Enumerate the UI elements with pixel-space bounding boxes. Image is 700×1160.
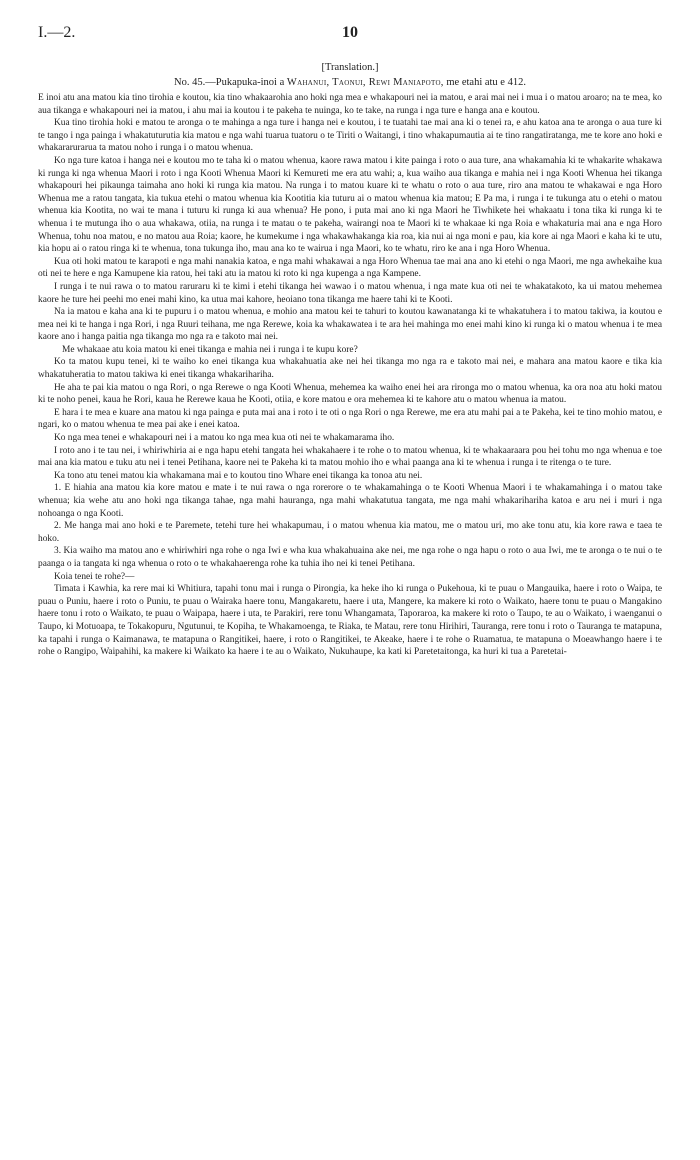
paragraph: Kua tino tirohia hoki e matou te aronga o te mahinga a nga ture i hanga nei e koutou, i te tuatahi tae mai ana ki o tenei ra, e ahu katoa ana te aronga o aua ture ki te tango i nga painga i whakatuturutia kia matou e nga wahi tuarua tuatoru o te Tiriti o Waitangi, i tino whakapumautia ai te tino rangatiratanga, me te kore ano hoki e whakararurarua ta matou noho i runga i o matou whenua. (38, 118, 662, 154)
petition-names: Wahanui, Taonui, Rewi Maniapoto, (286, 77, 444, 88)
paragraph: I roto ano i te tau nei, i whiriwhiria ai e nga hapu etehi tangata hei whakahaere i te rohe o to matou whenua, ki te whakaaraara pou hei tohu mo nga whenua e toe mai ana kia matou e tuku atu nei i tenei Petihana, kaore nei te Pakeha ki ta matou mohio iho e whai paanga ana ki te whenua i runga i te ritenga o te ture. (38, 445, 662, 469)
paragraph: Me whakaae atu koia matou ki enei tikanga e mahia nei i runga i te kupu kore? (62, 344, 358, 355)
paragraph: E hara i te mea e kuare ana matou ki nga painga e puta mai ana i roto i te oti o nga Rori o nga Rerewe, me era atu mahi pai a te Pakeha, kei te tino mohio matou, e ngari, ko o matou whenua te mea pai ake i enei katoa. (38, 407, 662, 431)
petition-number: No. 45.—Pukapuka-inoi a (174, 77, 285, 88)
parliamentary-paper-reference: I.—2. (38, 24, 76, 41)
paragraph: Kua oti hoki matou te karapoti e nga mahi nanakia katoa, e nga mahi whakawai a nga Horo Whenua tae mai ana ano ki etehi o nga Maori, me nga awhekaihe kua oti nei te here e nga Kamupene kia ratou, hei taki atu ia matou ki roto ki nga kupenga a nga Kampene. (38, 256, 662, 280)
numbered-paragraph: 2. Me hanga mai ano hoki e te Paremete, tetehi ture hei whakapumau, i o matou whenua kia matou, me o matou uri, mo ake tonu atu, kia kore rawa e taea te hoko. (38, 521, 662, 544)
paragraph: E inoi atu ana matou kia tino tirohia e koutou, kia tino whakaarohia ano hoki nga mea e whakapouri nei ia matou, e arai mai nei i mua i o matou aroaro; na te mea, ko aua tikanga e whakapouri nei ia matou, i ahu mai ia koutou i te pakeha te nuinga, ko te take, na runga i nga ture e hanga ana e koutou. (38, 93, 662, 116)
numbered-paragraph: 3. Kia waiho ma matou ano e whiriwhiri nga rohe o nga Iwi e wha kua whakahuaina ake nei, me nga rohe o nga hapu o roto o aua Iwi, me te aronga o te nui o te paanga o ia tangata ki nga whenua o roto o te whakahaerenga rohe ka tuhia iho nei ki tenei Petihana. (38, 546, 662, 569)
paragraph: Ko nga ture katoa i hanga nei e koutou mo te taha ki o matou whenua, kaore rawa matou i kite painga i roto o aua ture, ana whakamahia ki te whakarite whakawa ki runga ki nga whenua Maori i roto i nga Kooti Whenua Maori ki Kemureti me era atu wahi; a, kua waiho aua tikanga e mahia nei i nga Kooti Whenua hei tikanga whakapouri hei pikaunga taimaha ano hoki ki runga kia matou. Na runga i to matou kuare ki te whatu o roto o aua ture, riro ana matou te whakawai e nga Horo Whenua me a ratou tangata, kia tukua etehi o matou whenua kia Kootitia kia tuturu ai o matou whenua kia matou; E Pa ma, i runga i te tukunga atu o etehi o matou whenua kia Kootita, no wai te mana i tuturu ki runga ki aua whenua? He pono, i puta mai ano ki nga Maori he Tiwhikete hei whakaatu i tona tika ki runga ki te whenua i te mutunga iho o aua whakawa, otiia, na runga i te matau o te pakeha, wairangi noa te Maori ki te whakaae ki nga Roia e whakaturia mai ana e nga Horo Whenua, tohu noa matou, e no matou aua Roia; kaore, he kumekume i nga whakawhakanga kia roa, kia nui ai nga moni e pau, kia kore ai nga Maori e kaha ki te utu, kia hopu ai o ratou ringa ki te whenua, tona tukunga iho, mau ana ko te wairua i nga Maori, ko te whatu, riro ke ana i nga Horo Whenua. (38, 155, 662, 255)
numbered-paragraph: 1. E hiahia ana matou kia kore matou e mate i te nui rawa o nga rorerore o te whakamahinga o te Kooti Whenua Maori i te whakamahinga i o matou take whenua; kia wehe atu ano hoki nga tikanga tahae, nga mahi hauranga, nga mahi whakatutua tangata, me nga mahi whakarihariha katoa e aru nei i muri i nga nohoanga o nga Kooti. (38, 483, 662, 519)
paragraph: Koia tenei te rohe?— (54, 571, 135, 582)
paragraph: Na ia matou e kaha ana ki te pupuru i o matou whenua, e mohio ana matou kei te tahuri to koutou kawanatanga ki te whakatuhera i to matou takiwa, ia koutou e mea nei ki te hanga i nga Rori, i nga Ruuri teihana, me nga Rerewe, koia ka whakawatea i te ara hei mahinga mo enei mahi kino ki runga ki o matou whenua i te mea kaore ano i hanga paitia nga tikanga mo nga ra e takoto mai nei. (38, 307, 662, 343)
paragraph: He aha te pai kia matou o nga Rori, o nga Rerewe o nga Kooti Whenua, mehemea ka waiho enei hei ara rironga mo o matou whenua, ka ora noa atu hoki matou ki te noho penei, kaua he Rori, kaua he Rerewe kaua he Kooti, otiia, e kore matou e ora mehemea ki te kahore atu o matou whenua ia matou. (38, 382, 662, 406)
paragraph: Ka tono atu tenei matou kia whakamana mai e to koutou tino Whare enei tikanga ka tonoa atu nei. (54, 470, 423, 481)
paragraph: Ko ta matou kupu tenei, ki te waiho ko enei tikanga kua whakahuatia ake nei hei tikanga mo nga ra e takoto mai nei, e mahara ana matou kaore e tika kia whakatuheratia to matou takiwa ki enei tikanga whakarihariha. (38, 357, 662, 381)
paragraph: I runga i te nui rawa o to matou raruraru ki te kimi i etehi tikanga hei wawao i o matou whenua, i nga mate kua oti nei te whakatakoto, ka ui matou mehemea kaore he ture hei peehi mo enei mahi kino, ka utua mai kahore, heoiano tona tikanga me haere tahi ki te Kooti. (38, 281, 662, 305)
page-number: 10 (342, 24, 358, 41)
petition-title (38, 77, 662, 88)
paragraph: Timata i Kawhia, ka rere mai ki Whitiura, tapahi tonu mai i runga o Pirongia, ka heke iho ki runga o Pukehoua, ki te puau o Mangauika, haere i roto o Waipa, te puau o Puniu, haere i roto o Puniu, te puau o Wairaka haere tonu, Mangakaretu, haere i uta, Mangere, ka makere ki roto o Waikato, haere tonu te puau o Mangakino haere tonu i roto o Waikato, te puau o Waipapa, haere i uta, te Parakiri, rere tonu Whangamata, Taporaroa, ka makere ki roto o Taupo, te au o Waikato, i waenganui o Taupo, ki Motuoapa, te Tokakopuru, Ngutunui, te Kopiha, te Whakamoenga, te Riaka, te Matau, rere tonu Hirihiri, Tauranga, rere tonu i roto o Tauranga te matapuna, ka tapahi i runga o Kaimanawa, te matapuna o Rangitikei, haere, i roto o Rangitikei, te Akeake, haere i te rohe o Ruamatua, te matapuna o Moeawhango haere i te rohe o Rangipo, Waipahihi, ka makere ki Waikato ka haere i te au o Waikato, Nukuhaupe, ka kati ki Paretetaitonga, ka huri ki tua a Paretetai- (38, 584, 662, 658)
paragraph: Ko nga mea tenei e whakapouri nei i a matou ko nga mea kua oti nei te whakamarama iho. (54, 433, 395, 444)
page-header (38, 20, 662, 60)
petition-body (38, 92, 662, 659)
petition-signatories: me etahi atu e 412. (446, 77, 526, 88)
translation-label: [Translation.] (321, 62, 379, 73)
